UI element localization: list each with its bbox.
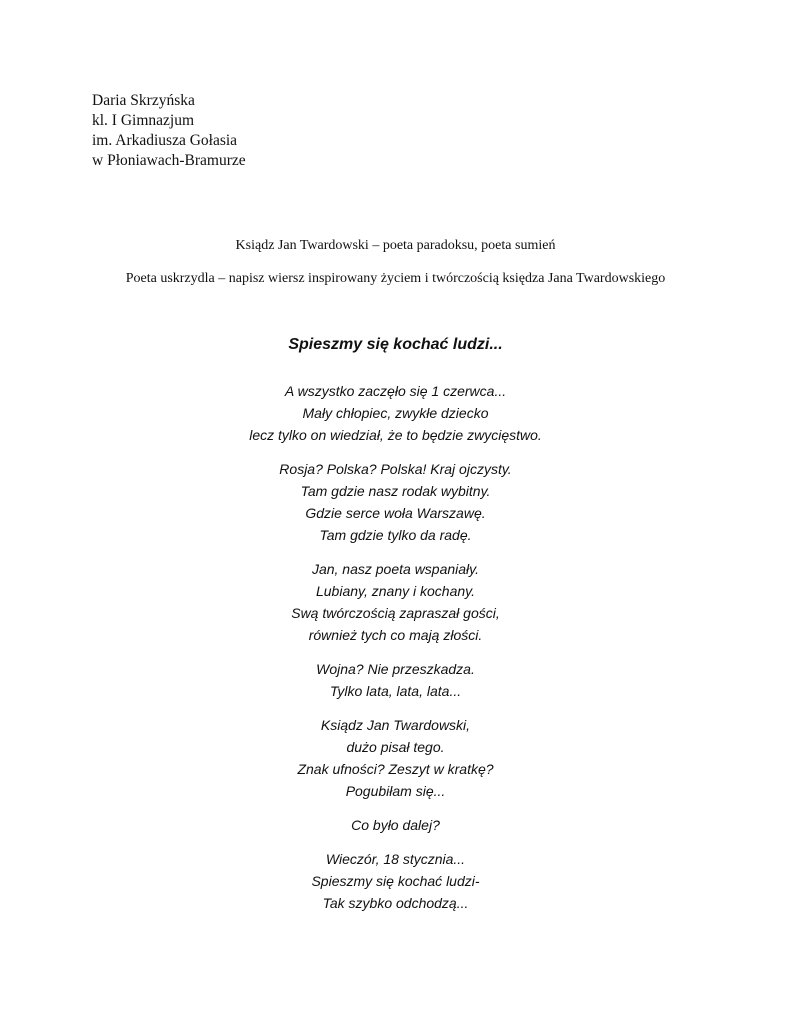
stanza-3 <box>0 558 791 646</box>
competition-title: Ksiądz Jan Twardowski – poeta paradoksu, poeta sumień <box>235 238 556 253</box>
poem-line: Co było dalej? <box>351 817 440 833</box>
poem-line: Wojna? Nie przeszkadza. <box>316 661 475 677</box>
poem-line: Pogubiłam się... <box>345 783 446 799</box>
poem-line: Mały chłopiec, zwykłe dziecko <box>302 405 489 421</box>
stanza-4 <box>0 658 791 702</box>
stanza-7 <box>0 848 791 914</box>
stanza-2 <box>0 458 791 546</box>
stanza-5 <box>0 714 791 802</box>
poem-line: A wszystko zaczęło się 1 czerwca... <box>284 383 507 399</box>
author-block <box>92 91 246 171</box>
poem-line: Tylko lata, lata, lata... <box>329 683 462 699</box>
poem-line: również tych co mają złości. <box>308 627 483 643</box>
poem-title: Spieszmy się kochać ludzi... <box>288 336 503 353</box>
poem-line: Spieszmy się kochać ludzi- <box>311 873 480 889</box>
stanza-1 <box>0 380 791 446</box>
poem-line: Swą twórczością zapraszał gości, <box>291 605 500 621</box>
poem-line: Jan, nasz poeta wspaniały. <box>311 561 480 577</box>
poem-line: Lubiany, znany i kochany. <box>315 583 476 599</box>
poem-line: dużo pisał tego. <box>346 739 445 755</box>
poem-line: Tam gdzie nasz rodak wybitny. <box>300 483 491 499</box>
poem-line: Rosja? Polska? Polska! Kraj ojczysty. <box>279 461 512 477</box>
poem-line: Ksiądz Jan Twardowski, <box>320 717 471 733</box>
poem-line: Tak szybko odchodzą... <box>322 895 469 911</box>
school-name: im. Arkadiusza Gołasia <box>92 132 238 149</box>
poem-line: Wieczór, 18 stycznia... <box>325 851 466 867</box>
stanza-6 <box>0 814 791 836</box>
poem-line: Znak ufności? Zeszyt w kratkę? <box>297 761 494 777</box>
school-place: w Płoniawach-Bramurze <box>92 152 246 169</box>
author-class: kl. I Gimnazjum <box>92 112 195 129</box>
competition-task: Poeta uskrzydla – napisz wiersz inspirowany życiem i twórczością księdza Jana Twardowskiego <box>125 271 666 286</box>
poem-line: Tam gdzie tylko da radę. <box>319 527 472 543</box>
poem-body <box>0 380 791 926</box>
author-name: Daria Skrzyńska <box>92 92 195 109</box>
poem-line: Gdzie serce woła Warszawę. <box>305 505 486 521</box>
poem-line: lecz tylko on wiedział, że to będzie zwycięstwo. <box>249 427 542 443</box>
